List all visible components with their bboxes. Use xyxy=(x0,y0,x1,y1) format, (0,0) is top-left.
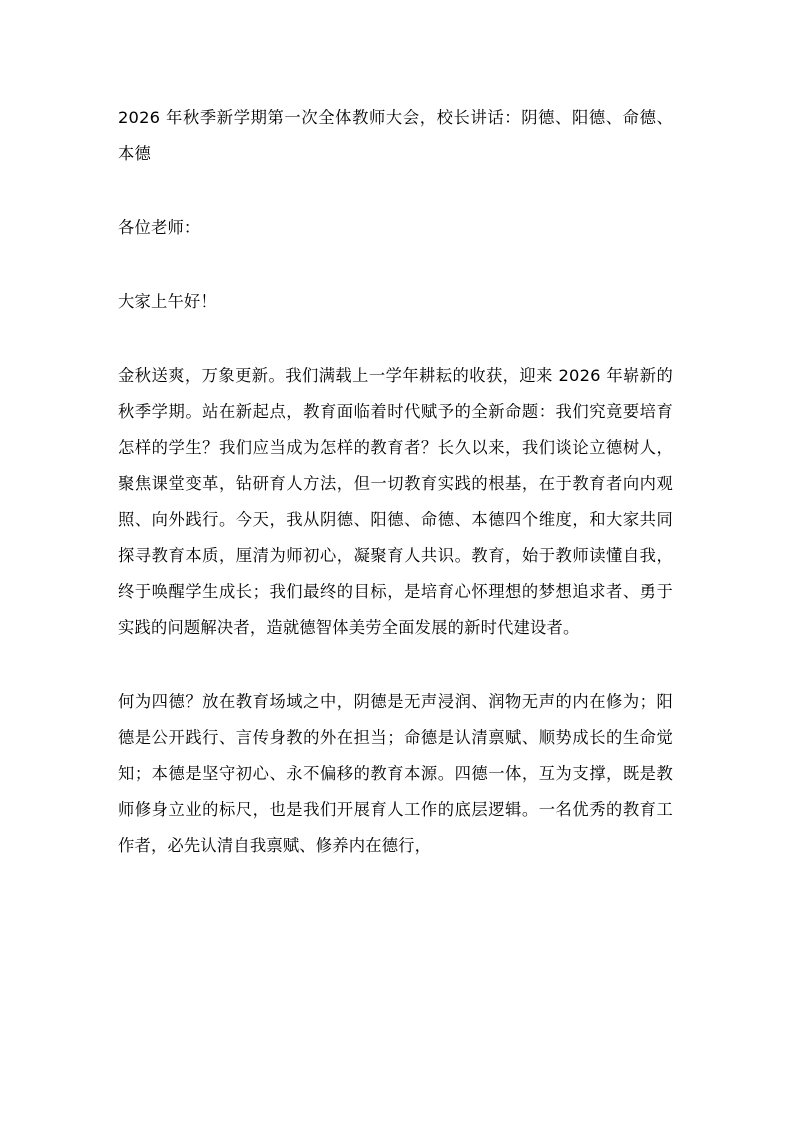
document-body xyxy=(118,100,673,902)
greeting: 大家上午好！ xyxy=(118,292,217,311)
salutation: 各位老师： xyxy=(118,218,201,237)
document-title: 2026 年秋季新学期第一次全体教师大会，校长讲话：阴德、阳德、命德、本德 xyxy=(118,108,673,163)
paragraph-four-virtues: 何为四德？放在教育场域之中，阴德是无声浸润、润物无声的内在修为；阳德是公开践行、言传身教的外在担当；命德是认清禀赋、顺势成长的生命觉知；本德是坚守初心、永不偏移的教育本源。四德一体，互为支撑，既是教师修身立业的标尺，也是我们开展育人工作的底层逻辑。一名优秀的教育工作者，必先认清自我禀赋、修养内在德行， xyxy=(118,692,673,855)
paragraph-opening: 金秋送爽，万象更新。我们满载上一学年耕耘的收获，迎来 2026 年崭新的秋季学期。站在新起点，教育面临着时代赋予的全新命题：我们究竟要培育怎样的学生？我们应当成为怎样的教育者？长久以来，我们谈论立德树人，聚焦课堂变革，钻研育人方法，但一切教育实践的根基，在于教育者向内观照、向外践行。今天，我从阴德、阳德、命德、本德四个维度，和大家共同探寻教育本质，厘清为师初心，凝聚育人共识。教育，始于教师读懂自我，终于唤醒学生成长；我们最终的目标，是培育心怀理想的梦想追求者、勇于实践的问题解决者，造就德智体美劳全面发展的新时代建设者。 xyxy=(118,366,673,637)
